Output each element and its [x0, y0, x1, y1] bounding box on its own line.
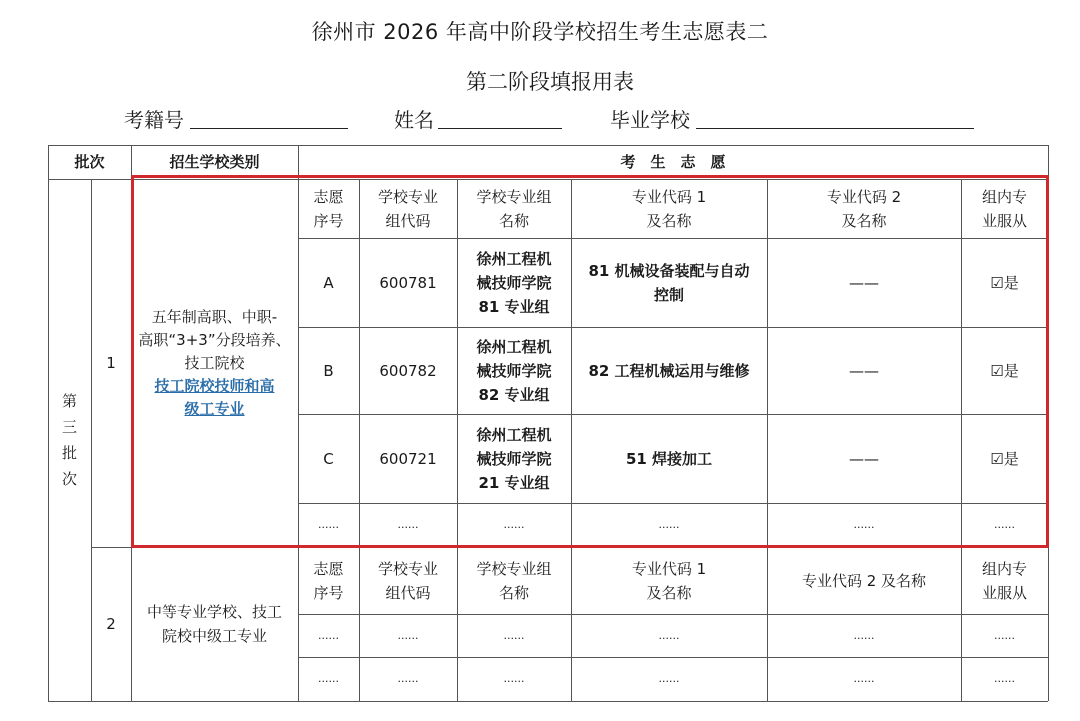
group2-ellipsis-a-seq[interactable]: [298, 614, 359, 657]
group2-ellipsis-b-major1-text: [659, 667, 680, 691]
wish-obey-checkbox-line: ☑是: [990, 449, 1019, 468]
header-wish-text: [620, 150, 725, 174]
group1-ellipsis-name-line: ......: [503, 518, 525, 531]
subheader-major2-line: 及名称: [841, 211, 887, 230]
subheader-code-line: 学校专业: [377, 187, 438, 206]
subheader2-obey-line: 组内专: [981, 559, 1027, 578]
group2-ellipsis-b-code-text: [398, 667, 419, 691]
subheader2-code: [359, 547, 457, 614]
wish-obey-checkbox-line: ☑是: [990, 361, 1019, 380]
group-1-category-line: 五年制高职、中职-: [151, 307, 278, 326]
wish-group-name-line: 21 专业组: [478, 473, 550, 492]
subheader2-name-line: 学校专业组: [476, 559, 552, 578]
field-line-exam-id[interactable]: [190, 128, 348, 129]
subheader-obey-line: 业服从: [981, 211, 1027, 230]
wish-group-name-line: 械技师学院: [476, 449, 552, 468]
header-category: [131, 145, 298, 179]
group2-ellipsis-b-major2-text: [854, 667, 875, 691]
header-category-line: 招生学校类别: [169, 153, 260, 171]
header-batch-text: [74, 150, 104, 174]
group2-ellipsis-a-code[interactable]: [359, 614, 457, 657]
group-1-category-line: 技工院校: [184, 353, 245, 372]
group-2-category-line: 中等专业学校、技工: [146, 603, 282, 621]
wish-seq-line: A: [323, 273, 334, 292]
wish-group-name-line: 82 专业组: [478, 385, 550, 404]
group1-ellipsis-obey-line: ......: [994, 518, 1015, 531]
field-line-name[interactable]: [438, 128, 562, 129]
header-fields: [0, 104, 1080, 134]
group2-ellipsis-a-seq-line: ......: [318, 628, 339, 642]
wish-group-name-line: 徐州工程机: [476, 249, 552, 268]
group2-ellipsis-a-name-line: ......: [503, 628, 525, 642]
subheader2-code-text: [378, 557, 438, 605]
group2-ellipsis-b-major2-line: ......: [853, 672, 875, 685]
subheader2-seq-line: 志愿: [313, 559, 344, 578]
subheader2-major1-line: 专业代码 1: [631, 559, 707, 578]
wish-group-name-line: 81 专业组: [478, 297, 550, 316]
group2-ellipsis-b-seq-line: ......: [318, 672, 339, 685]
subheader-name-line: 名称: [498, 211, 529, 230]
batch-label-text: [62, 388, 77, 492]
field-label-school: 毕业学校: [610, 108, 690, 132]
header-batch: [48, 145, 131, 179]
group1-ellipsis-seq-line: ......: [318, 518, 339, 531]
group2-ellipsis-a-major2-text: [854, 624, 875, 648]
group2-ellipsis-a-name-text: [504, 624, 525, 648]
group-1-number-text: [106, 351, 116, 375]
wish-group-code-line: 600721: [379, 449, 437, 468]
header-category-text: [169, 150, 259, 174]
group2-ellipsis-a-obey[interactable]: [961, 614, 1048, 657]
group2-ellipsis-b-seq-text: [318, 667, 339, 691]
subheader-seq-line: 志愿: [313, 187, 344, 206]
group2-ellipsis-b-seq[interactable]: [298, 657, 359, 701]
group1-ellipsis-major1-line: ......: [658, 518, 680, 531]
subheader2-code-line: 学校专业: [377, 559, 438, 578]
highlight-box: [131, 175, 1049, 548]
group-1-category-line: 高职“3+3”分段培养、: [138, 330, 291, 349]
group2-ellipsis-b-name-line: ......: [503, 672, 525, 685]
subheader2-major1-line: 及名称: [646, 583, 692, 602]
group2-ellipsis-b-code[interactable]: [359, 657, 457, 701]
group2-ellipsis-b-code-line: ......: [397, 672, 419, 685]
group2-ellipsis-a-major2-line: ......: [853, 628, 875, 642]
wish-seq-line: B: [323, 361, 334, 380]
group2-ellipsis-a-seq-text: [318, 624, 339, 648]
group-2-number: [91, 547, 131, 701]
wish-group-name-line: 械技师学院: [476, 361, 552, 380]
batch-label-line: 第: [61, 392, 77, 410]
field-label-exam-id: 考籍号: [124, 108, 184, 132]
group2-ellipsis-a-code-text: [398, 624, 419, 648]
wish-major-1-line: 51 焊接加工: [625, 449, 713, 468]
wish-group-name-line: 械技师学院: [476, 273, 552, 292]
group1-ellipsis-code-line: ......: [397, 518, 419, 531]
group2-ellipsis-a-major1-line: ......: [658, 628, 680, 642]
header-batch-line: 批次: [74, 153, 105, 171]
batch-label: [48, 179, 91, 701]
field-line-school[interactable]: [696, 128, 974, 129]
subheader2-name: [457, 547, 571, 614]
subheader-code-line: 组代码: [385, 211, 431, 230]
subheader-name-line: 学校专业组: [476, 187, 552, 206]
wish-group-name-line: 徐州工程机: [476, 337, 552, 356]
group2-ellipsis-b-name[interactable]: [457, 657, 571, 701]
batch-label-line: 三: [61, 418, 77, 436]
header-wish: [298, 145, 1048, 179]
group-2-number-text: [106, 612, 116, 636]
wish-seq-line: C: [323, 449, 334, 468]
subheader2-obey-text: [982, 557, 1027, 605]
subheader2-obey: [961, 547, 1048, 614]
subheader2-major2: [767, 547, 961, 614]
wish-major-2-line: ——: [849, 273, 879, 292]
group-1-number: [91, 179, 131, 547]
group2-ellipsis-a-major1[interactable]: [571, 614, 767, 657]
batch-label-line: 批: [61, 444, 77, 462]
wish-major-1-line: 82 工程机械运用与维修: [588, 361, 750, 380]
group2-ellipsis-a-major2[interactable]: [767, 614, 961, 657]
category-link-line[interactable]: 级工专业: [184, 399, 245, 418]
subheader2-seq: [298, 547, 359, 614]
group-2-category: [131, 547, 298, 701]
group2-ellipsis-b-major2[interactable]: [767, 657, 961, 701]
subheader2-obey-line: 业服从: [981, 583, 1027, 602]
subheader2-seq-text: [313, 557, 343, 605]
group-1-number-line: 1: [106, 354, 116, 372]
group2-ellipsis-b-obey[interactable]: [961, 657, 1048, 701]
table-border-bottom: [48, 701, 1048, 702]
group2-ellipsis-a-obey-line: ......: [994, 628, 1015, 642]
subheader2-seq-line: 序号: [313, 583, 344, 602]
subheader2-major1-text: [632, 557, 706, 605]
wish-major-2-line: ——: [849, 449, 879, 468]
subheader-major1-line: 及名称: [646, 211, 692, 230]
subheader-obey-line: 组内专: [981, 187, 1027, 206]
wish-major-1-line: 控制: [653, 285, 684, 304]
wish-group-name-line: 徐州工程机: [476, 425, 552, 444]
wish-obey-checkbox-line: ☑是: [990, 273, 1019, 292]
wish-major-1-line: 81 机械设备装配与自动: [588, 261, 750, 280]
group2-ellipsis-a-name[interactable]: [457, 614, 571, 657]
subheader-seq-line: 序号: [313, 211, 344, 230]
group2-ellipsis-b-major1-line: ......: [658, 672, 680, 685]
group1-ellipsis-major2-line: ......: [853, 518, 875, 531]
subheader-major1-line: 专业代码 1: [631, 187, 707, 206]
header-wish-line: 考 生 志 愿: [620, 153, 726, 171]
field-label-name: 姓名: [394, 108, 434, 132]
group-2-number-line: 2: [106, 615, 116, 633]
subheader2-major2-text: [802, 569, 926, 593]
group2-ellipsis-b-name-text: [504, 667, 525, 691]
subheader2-name-text: [476, 557, 551, 605]
group2-ellipsis-a-obey-text: [994, 624, 1015, 648]
wish-group-code-line: 600782: [379, 361, 437, 380]
subheader2-major1: [571, 547, 767, 614]
subheader2-major2-line: 专业代码 2 及名称: [801, 571, 927, 590]
wish-major-2-line: ——: [849, 361, 879, 380]
subheader2-name-line: 名称: [498, 583, 529, 602]
form-title: 徐州市 2026 年高中阶段学校招生考生志愿表二: [311, 20, 769, 44]
form-subtitle: 第二阶段填报用表: [466, 70, 634, 94]
group2-ellipsis-b-obey-line: ......: [994, 672, 1015, 685]
category-link-line[interactable]: 技工院校技师和高: [154, 376, 275, 395]
group2-ellipsis-b-major1[interactable]: [571, 657, 767, 701]
group2-ellipsis-a-major1-text: [659, 624, 680, 648]
batch-label-line: 次: [61, 470, 77, 488]
group2-ellipsis-b-obey-text: [994, 667, 1015, 691]
wish-group-code-line: 600781: [379, 273, 437, 292]
group-2-category-line: 院校中级工专业: [161, 627, 267, 645]
group-2-category-text: [147, 600, 282, 648]
subheader2-code-line: 组代码: [385, 583, 431, 602]
subheader-major2-line: 专业代码 2: [826, 187, 902, 206]
group2-ellipsis-a-code-line: ......: [397, 628, 419, 642]
